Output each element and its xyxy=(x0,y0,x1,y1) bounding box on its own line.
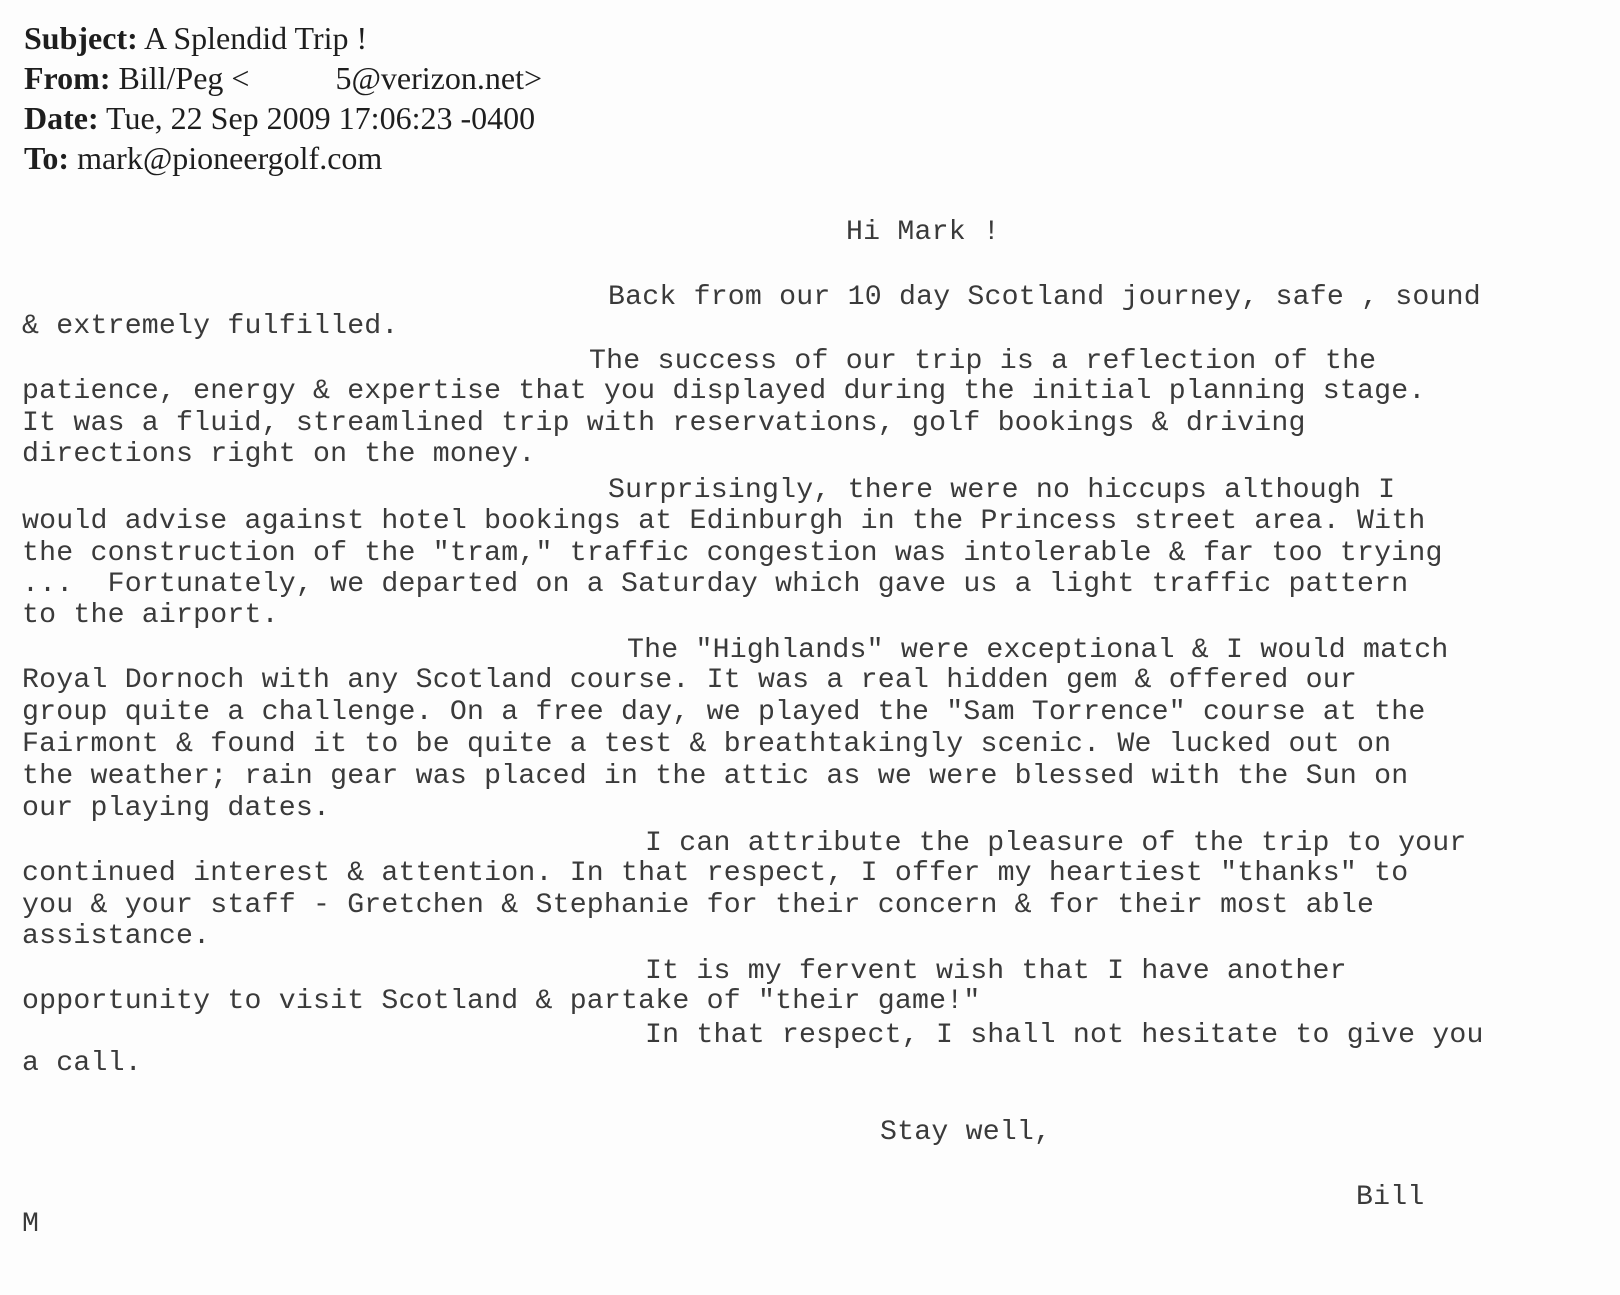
greeting: Hi Mark ! xyxy=(846,217,1001,248)
body-line: The success of our trip is a reflection of the xyxy=(589,346,1377,377)
date-label: Date: xyxy=(24,100,99,136)
body-line: The "Highlands" were exceptional & I would match xyxy=(627,635,1449,666)
body-line: It was a fluid, streamlined trip with reservations, golf bookings & driving xyxy=(22,408,1306,439)
signature: Bill xyxy=(1356,1182,1425,1213)
body-line: patience, energy & expertise that you displayed during the initial planning stage. xyxy=(22,376,1426,407)
date-row xyxy=(24,98,542,138)
body-line: continued interest & attention. In that respect, I offer my heartiest "thanks" to xyxy=(22,858,1409,889)
date-value: Tue, 22 Sep 2009 17:06:23 -0400 xyxy=(106,100,536,136)
body-line: group quite a challenge. On a free day, we played the "Sam Torrence" course at the xyxy=(22,697,1426,728)
body-line: Surprisingly, there were no hiccups although I xyxy=(608,475,1396,506)
from-email: 5@verizon.net> xyxy=(335,60,542,96)
body-line: a call. xyxy=(22,1048,142,1079)
body-line: would advise against hotel bookings at Edinburgh in the Princess street area. With xyxy=(22,506,1426,537)
body-line: the construction of the "tram," traffic congestion was intolerable & far too trying xyxy=(22,538,1443,569)
body-line: ... Fortunately, we departed on a Saturday which gave us a light traffic pattern xyxy=(22,569,1409,600)
body-line: assistance. xyxy=(22,921,211,952)
body-line: Back from our 10 day Scotland journey, safe , sound xyxy=(608,282,1481,313)
subject-row xyxy=(24,18,542,58)
from-name: Bill/Peg < xyxy=(118,60,250,96)
to-label: To: xyxy=(24,140,70,176)
body-line: In that respect, I shall not hesitate to give you xyxy=(645,1020,1484,1051)
closing: Stay well, xyxy=(880,1117,1052,1148)
to-value: mark@pioneergolf.com xyxy=(77,140,383,176)
body-line: I can attribute the pleasure of the trip to your xyxy=(645,828,1467,859)
footer-mark: M xyxy=(22,1209,40,1240)
body-line: & extremely fulfilled. xyxy=(22,311,399,342)
body-line: directions right on the money. xyxy=(22,439,536,470)
body-line: to the airport. xyxy=(22,600,279,631)
subject-value: A Splendid Trip ! xyxy=(144,20,368,56)
body-line: the weather; rain gear was placed in the attic as we were blessed with the Sun on xyxy=(22,761,1409,792)
body-line: Fairmont & found it to be quite a test & breathtakingly scenic. We lucked out on xyxy=(22,729,1392,760)
body-line: you & your staff - Gretchen & Stephanie for their concern & for their most able xyxy=(22,890,1375,921)
from-row xyxy=(24,58,542,98)
to-row xyxy=(24,138,542,178)
body-line: opportunity to visit Scotland & partake of "their game!" xyxy=(22,986,981,1017)
body-line: our playing dates. xyxy=(22,793,331,824)
email-header xyxy=(24,18,542,178)
body-line: Royal Dornoch with any Scotland course. It was a real hidden gem & offered our xyxy=(22,665,1357,696)
subject-label: Subject: xyxy=(24,20,138,56)
body-line: It is my fervent wish that I have another xyxy=(645,956,1347,987)
from-label: From: xyxy=(24,60,111,96)
